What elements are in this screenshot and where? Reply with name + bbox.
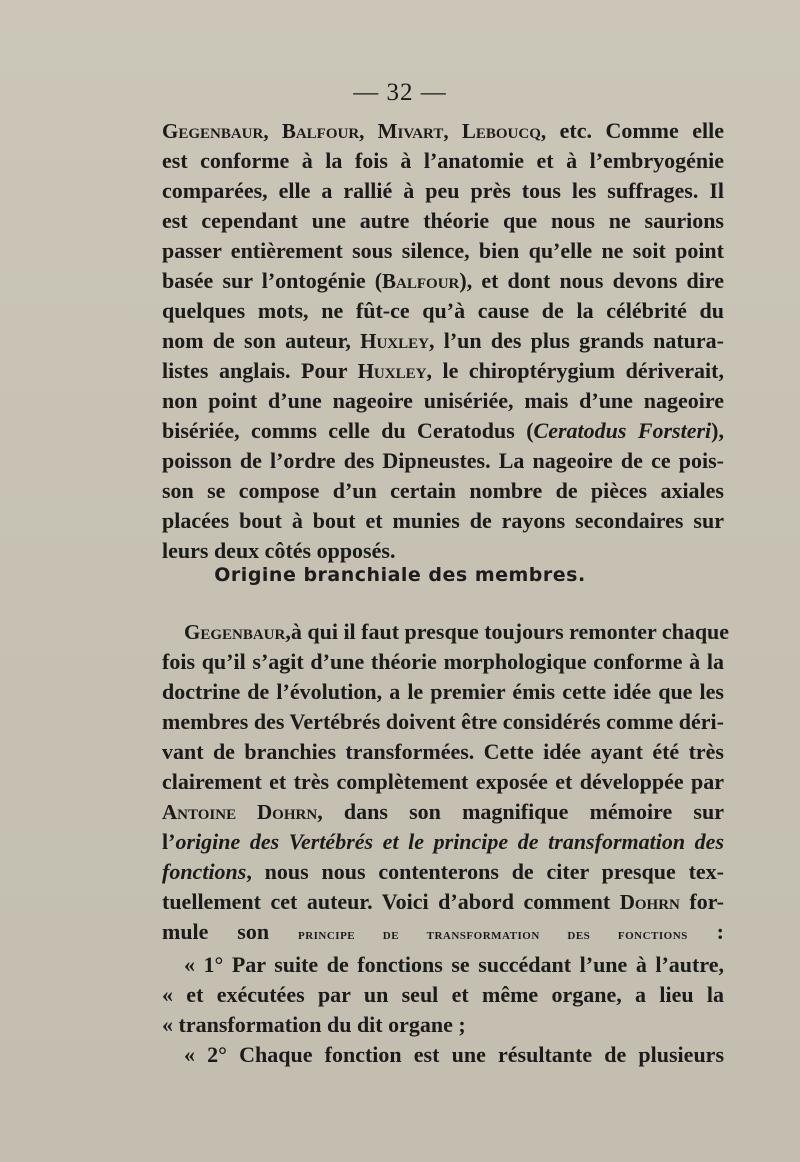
quote-line: « et exécutées par un seul et même organe, a lieu la	[162, 982, 724, 1007]
author-name: Huxley	[357, 359, 427, 383]
work-title: origine des Vertébrés et le principe de transformation des	[175, 829, 724, 854]
text-line	[162, 266, 724, 296]
text-fragment: l’	[162, 829, 176, 854]
text-line	[162, 857, 724, 887]
text-line: comparées, elle a rallié à peu près tous les suffrages. Il	[162, 178, 724, 203]
text-line: quelques mots, ne fût-ce qu’à cause de la célébrité du	[162, 298, 724, 323]
text-line	[162, 116, 724, 146]
text-line: clairement et très complètement exposée et développée par	[162, 769, 724, 794]
text-line	[162, 326, 724, 356]
author-name: Antoine Dohrn	[162, 800, 318, 824]
text-fragment: , l’un des plus grands natura-	[428, 328, 724, 353]
text-line: leurs deux côtés opposés.	[162, 538, 396, 563]
text-fragment: for-	[679, 889, 724, 914]
quote-line: « 1° Par suite de fonctions se succédant l’une à l’autre,	[184, 952, 724, 977]
text-line	[162, 917, 724, 950]
text-line: vant de branchies transformées. Cette idée ayant été très	[162, 739, 724, 764]
author-names: Gegenbaur, Balfour, Mivart, Leboucq,	[162, 119, 547, 143]
text-line: poisson de l’ordre des Dipneustes. La nageoire de ce pois-	[162, 448, 724, 473]
author-name: Gegenbaur	[184, 620, 286, 644]
text-fragment: , le chiroptérygium dériverait,	[426, 358, 724, 383]
text-line	[162, 887, 724, 917]
page-number: — 32 —	[353, 79, 447, 106]
text-line	[162, 416, 724, 446]
quote-line: « transformation du dit organe ;	[162, 1012, 466, 1037]
text-line: non point d’une nageoire unisériée, mais d’une nageoire	[162, 388, 724, 413]
text-line: passer entièrement sous silence, bien qu’elle ne soit point	[162, 238, 724, 263]
text-line: son se compose d’un certain nombre de pièces axiales	[162, 478, 724, 503]
author-name: Balfour	[382, 269, 460, 293]
text-fragment: basée sur l’ontogénie (	[162, 268, 383, 293]
paragraph-1	[162, 116, 724, 566]
text-line	[162, 797, 724, 827]
text-line: placées bout à bout et munies de rayons secondaires sur	[162, 508, 724, 533]
text-fragment: , nous nous contenterons de citer presque tex-	[246, 859, 724, 884]
text-line	[162, 827, 724, 857]
text-line: fois qu’il s’agit d’une théorie morphologique conforme à la	[162, 649, 724, 674]
author-name: Huxley	[360, 329, 429, 353]
text-line: doctrine de l’évolution, a le premier émis cette idée que les	[162, 679, 724, 704]
principle-name: principe de transformation des fonctions	[297, 927, 688, 943]
text-line: est cependant une autre théorie que nous ne saurions	[162, 208, 724, 233]
text-line: est conforme à la fois à l’anatomie et à l’embryogénie	[162, 148, 724, 173]
text-fragment: mule son	[162, 919, 298, 944]
text-line	[162, 356, 724, 386]
section-heading: Origine branchiale des membres.	[214, 564, 586, 586]
quote-line: « 2° Chaque fonction est une résultante de plusieurs	[184, 1042, 724, 1067]
paragraph-2	[162, 617, 730, 1070]
text-fragment: etc. Comme elle	[546, 118, 725, 143]
text-fragment: nom de son auteur,	[162, 328, 361, 353]
text-fragment: , dans son magnifique mémoire sur	[317, 799, 724, 824]
text-fragment: :	[687, 919, 724, 944]
text-fragment: listes anglais. Pour	[162, 358, 358, 383]
text-fragment: ),	[711, 418, 724, 443]
text-fragment: bisériée, comms celle du Ceratodus (	[162, 418, 534, 443]
work-title: fonctions	[162, 859, 247, 884]
text-fragment: ), et dont nous devons dire	[459, 268, 724, 293]
text-fragment: tuellement cet auteur. Voici d’abord comment	[162, 889, 620, 914]
text-line: membres des Vertébrés doivent être considérés comme déri-	[162, 709, 724, 734]
species-name: Ceratodus Forsteri	[533, 418, 712, 443]
text-fragment: ,à qui il faut presque toujours remonter chaque	[285, 619, 730, 644]
text-line	[162, 617, 730, 647]
author-name: Dohrn	[619, 890, 680, 914]
